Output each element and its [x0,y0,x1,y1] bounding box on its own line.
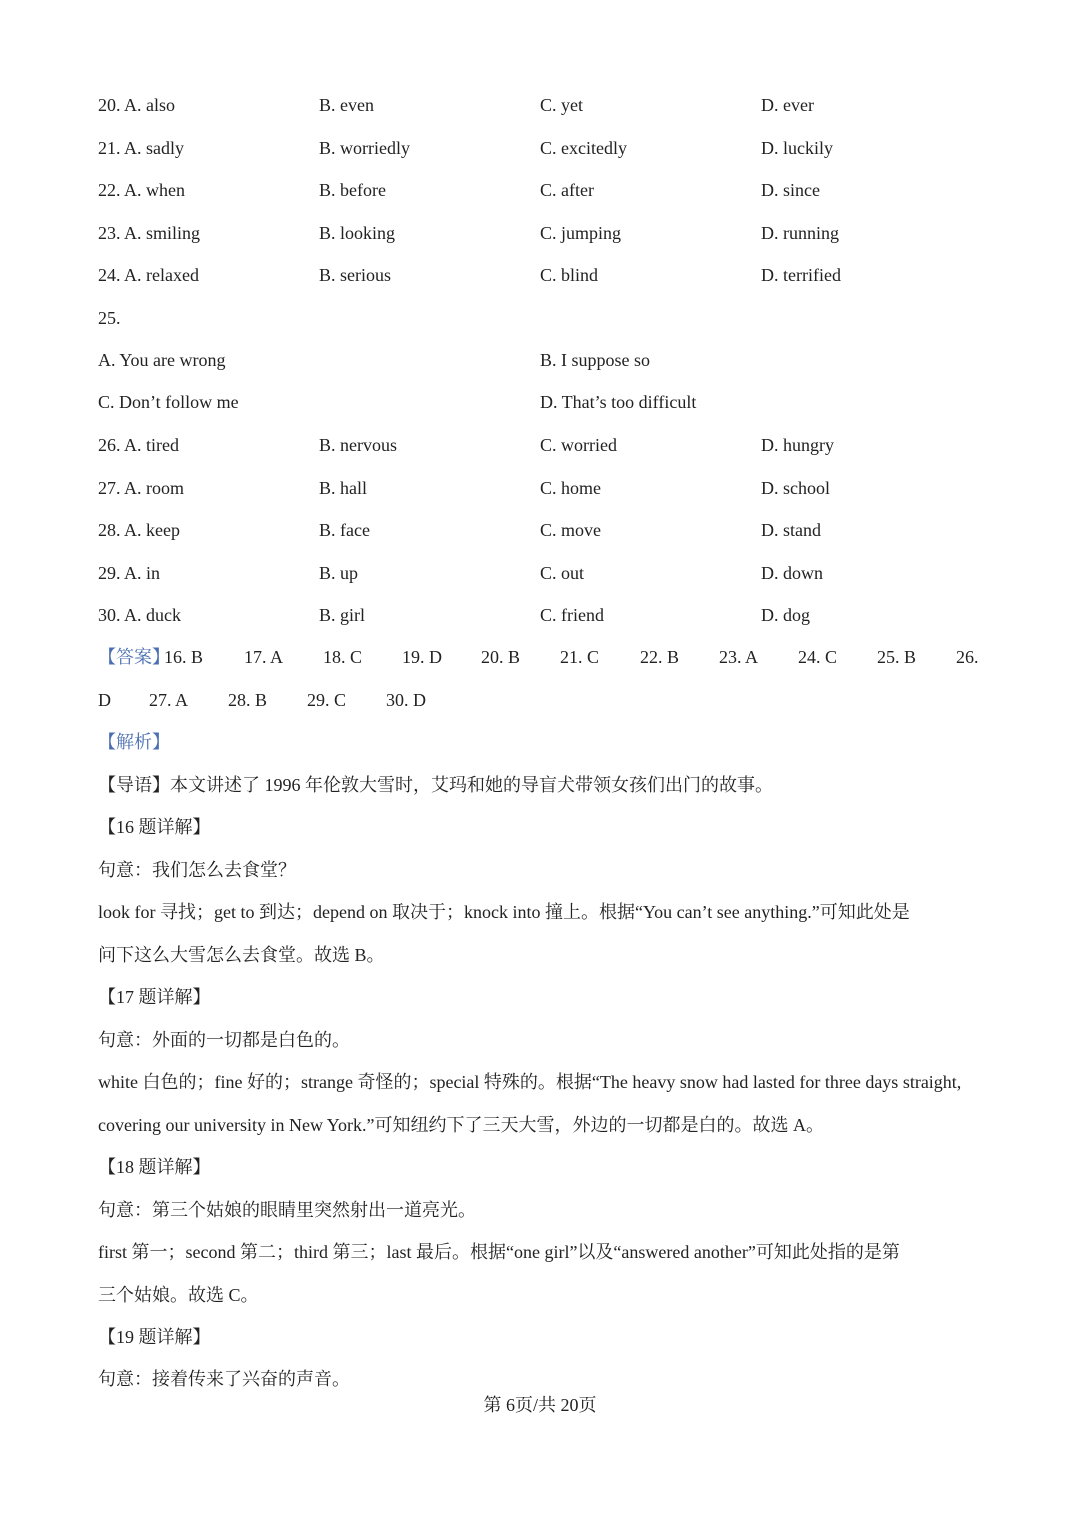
answer-item: 27. A [149,690,189,710]
option-a: 20. A. also [98,95,176,115]
option-a: 28. A. keep [98,520,180,540]
option-d: D. stand [761,520,821,540]
detail-line: 句意：接着传来了兴奋的声音。 [98,1369,350,1389]
option-b: B. face [319,520,370,540]
detail-line: 句意：外面的一切都是白色的。 [98,1030,350,1050]
answer-label: 【答案】 [98,647,170,667]
option-c: C. home [540,478,601,498]
detail-line: 问下这么大雪怎么去食堂。故选 B。 [98,945,385,965]
option-a: 21. A. sadly [98,138,185,158]
option-b: B. before [319,180,386,200]
option-d: D. ever [761,95,814,115]
page-footer: 第 6页/共 20页 [483,1395,597,1415]
option-c: C. friend [540,605,604,625]
option-c: C. blind [540,265,599,285]
option-a: 29. A. in [98,563,161,583]
detail-line: 句意：第三个姑娘的眼睛里突然射出一道亮光。 [98,1200,476,1220]
option-c: C. worried [540,435,617,455]
option-a: A. You are wrong [98,350,226,370]
detail-line: covering our university in New York.”可知纽约下了三天大雪，外边的一切都是白的。故选 A。 [98,1115,824,1135]
option-a: 27. A. room [98,478,185,498]
detail-title: 【16 题详解】 [98,817,211,837]
option-d: D. dog [761,605,810,625]
option-c: C. after [540,180,594,200]
answer-item: 25. B [877,647,917,667]
option-b: B. I suppose so [540,350,651,370]
answer-item: 26. [956,647,979,667]
option-b: B. hall [319,478,367,498]
question-number: 25. [98,308,121,328]
option-a: 26. A. tired [98,435,179,455]
intro-text: 【导语】本文讲述了 1996 年伦敦大雪时，艾玛和她的导盲犬带领女孩们出门的故事。 [98,775,773,795]
option-d: D. since [761,180,820,200]
option-d: D. school [761,478,830,498]
answer-item: 17. A [244,647,284,667]
option-a: 24. A. relaxed [98,265,199,285]
option-d: D. down [761,563,823,583]
option-c: C. yet [540,95,583,115]
option-a: 22. A. when [98,180,186,200]
answer-item: D [98,690,111,710]
detail-title: 【18 题详解】 [98,1157,211,1177]
option-b: B. serious [319,265,391,285]
option-c: C. Don’t follow me [98,392,239,412]
option-c: C. jumping [540,223,622,243]
option-c: C. out [540,563,585,583]
answer-item: 28. B [228,690,268,710]
option-b: B. even [319,95,374,115]
detail-title: 【17 题详解】 [98,987,211,1007]
answer-item: 19. D [402,647,442,667]
answer-item: 20. B [481,647,521,667]
answer-item: 21. C [560,647,600,667]
answer-item: 23. A [719,647,759,667]
option-d: D. hungry [761,435,834,455]
answer-item: 16. B [164,647,204,667]
option-b: B. girl [319,605,366,625]
detail-line: first 第一；second 第二；third 第三；last 最后。根据“one girl”以及“answered another”可知此处指的是第 [98,1242,900,1262]
option-d: D. terrified [761,265,841,285]
option-b: B. worriedly [319,138,410,158]
answer-item: 24. C [798,647,838,667]
option-a: 30. A. duck [98,605,182,625]
option-b: B. looking [319,223,396,243]
answer-item: 30. D [386,690,426,710]
detail-line: 句意：我们怎么去食堂？ [98,860,296,880]
option-d: D. running [761,223,839,243]
detail-line: 三个姑娘。故选 C。 [98,1285,259,1305]
option-d: D. luckily [761,138,833,158]
option-c: C. move [540,520,601,540]
option-b: B. up [319,563,359,583]
answer-item: 18. C [323,647,363,667]
option-d: D. That’s too difficult [540,392,697,412]
option-c: C. excitedly [540,138,627,158]
detail-title: 【19 题详解】 [98,1327,211,1347]
detail-line: white 白色的；fine 好的；strange 奇怪的；special 特殊的。根据“The heavy snow had lasted for three days straight, [98,1072,962,1092]
option-b: B. nervous [319,435,397,455]
detail-line: look for 寻找；get to 到达；depend on 取决于；knock into 撞上。根据“You can’t see anything.”可知此处是 [98,902,910,922]
answer-item: 29. C [307,690,347,710]
analysis-label: 【解析】 [98,732,170,752]
option-a: 23. A. smiling [98,223,201,243]
answer-item: 22. B [640,647,680,667]
